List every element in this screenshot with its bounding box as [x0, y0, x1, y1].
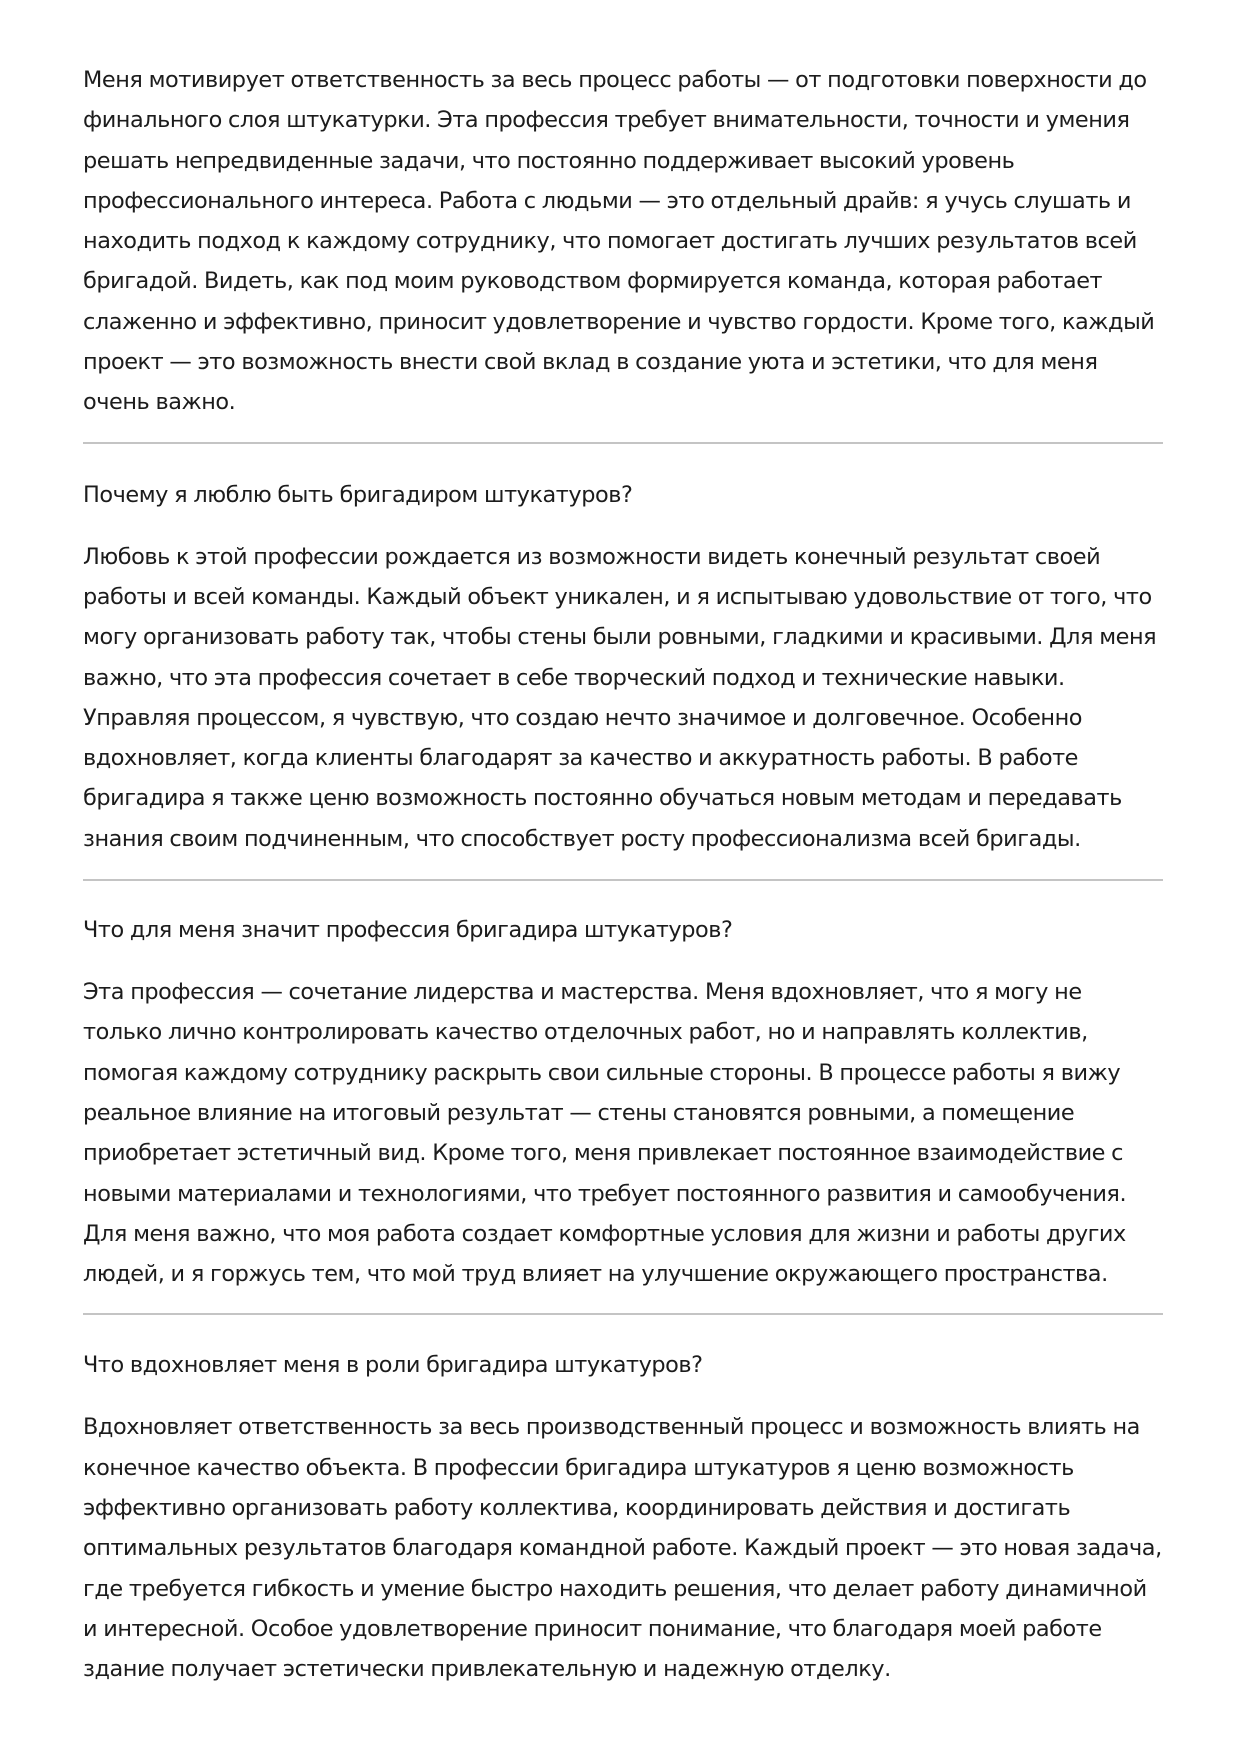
section-question-1: Почему я люблю быть бригадиром штукатуров?	[83, 481, 633, 508]
section-answer-3: Вдохновляет ответственность за весь производственный процесс и возможность влиять на конечное качество объекта. В профессии бригадира штукатуров я ценю возможность эффективно организовать работу коллектива, координировать действия и достигать оптимальных результатов благодаря командной работе. Каждый проект — это новая задача, где требуется гибкость и умение быстро находить решения, что делает работу динамичной и интересной. Особое удовлетворение приносит понимание, что благодаря моей работе здание получает эстетически привлекательную и надежную отделку.	[83, 1414, 1162, 1683]
section-divider	[83, 1313, 1163, 1315]
section-divider	[83, 879, 1163, 881]
section-question-2: Что для меня значит профессия бригадира штукатуров?	[83, 917, 733, 944]
intro-paragraph: Меня мотивирует ответственность за весь процесс работы — от подготовки поверхности до финального слоя штукатурки. Эта профессия требует внимательности, точности и умения решать непредвиденные задачи, что постоянно поддерживает высокий уровень профессионального интереса. Работа с людьми — это отдельный драйв: я учусь слушать и находить подход к каждому сотруднику, что помогает достигать лучших результатов всей бригадой. Видеть, как под моим руководством формируется команда, которая работает слаженно и эффективно, приносит удовлетворение и чувство гордости. Кроме того, каждый проект — это возможность внести свой вклад в создание уюта и эстетики, что для меня очень важно.	[83, 67, 1155, 416]
section-question-3: Что вдохновляет меня в роли бригадира штукатуров?	[83, 1352, 703, 1379]
section-divider	[83, 442, 1163, 444]
section-answer-2: Эта профессия — сочетание лидерства и мастерства. Меня вдохновляет, что я могу не только лично контролировать качество отделочных работ, но и направлять коллектив, помогая каждому сотруднику раскрыть свои сильные стороны. В процессе работы я вижу реальное влияние на итоговый результат — стены становятся ровными, а помещение приобретает эстетичный вид. Кроме того, меня привлекает постоянное взаимодействие с новыми материалами и технологиями, что требует постоянного развития и самообучения. Для меня важно, что моя работа создает комфортные условия для жизни и работы других людей, и я горжусь тем, что мой труд влияет на улучшение окружающего пространства.	[83, 979, 1127, 1288]
section-answer-1: Любовь к этой профессии рождается из возможности видеть конечный результат своей работы и всей команды. Каждый объект уникален, и я испытываю удовольствие от того, что могу организовать работу так, чтобы стены были ровными, гладкими и красивыми. Для меня важно, что эта профессия сочетает в себе творческий подход и технические навыки. Управляя процессом, я чувствую, что создаю нечто значимое и долговечное. Особенно вдохновляет, когда клиенты благодарят за качество и аккуратность работы. В работе бригадира я также ценю возможность постоянно обучаться новым методам и передавать знания своим подчиненным, что способствует росту профессионализма всей бригады.	[83, 543, 1157, 852]
document-page	[83, 60, 1163, 1690]
